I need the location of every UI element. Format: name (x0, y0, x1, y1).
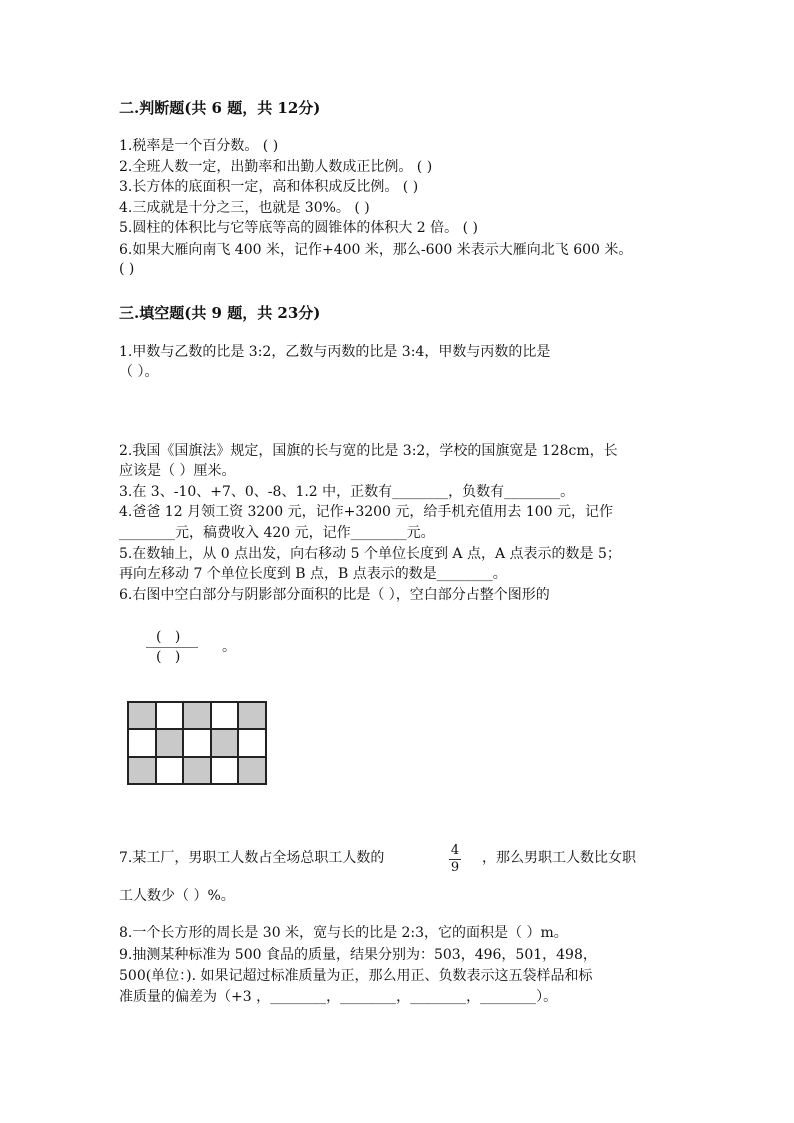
fill-q9-line3: 准质量的偏差为（+3 ，________，________，________，________）。 (119, 989, 558, 1005)
judgment-item-6-blank: ( ) (119, 261, 135, 277)
fraction-denominator: 9 (450, 860, 460, 875)
fill-q8: 8.一个长方形的周长是 30 米，宽与长的比是 2:3，它的面积是（ ）m。 (119, 925, 568, 941)
fill-q7-part1: 7.某工厂，男职工人数占全场总职工人数的 (119, 850, 385, 866)
fraction-numerator: 4 (450, 843, 460, 858)
fill-q7-part2: ，那么男职工人数比女职 (482, 850, 636, 866)
section-3-title: 三.填空题(共 9 题，共 23分) (119, 304, 321, 322)
q7-fraction (446, 843, 464, 877)
fill-q3: 3.在 3、-10、+7、0、-8、1.2 中，正数有________，负数有________。 (119, 484, 575, 500)
fill-q1-line1: 1.甲数与乙数的比是 3:2，乙数与丙数的比是 3:4，甲数与丙数的比是 (119, 344, 551, 360)
fill-q4-line2: ________元，稿费收入 420 元，记作________元。 (119, 525, 435, 541)
fill-q6: 6.右图中空白部分与阴影部分面积的比是（ ），空白部分占整个图形的 (119, 587, 550, 603)
judgment-item-1: 1.税率是一个百分数。 ( ) (119, 138, 279, 154)
q6-blank-fraction (146, 629, 198, 669)
fill-q5-line2: 再向左移动 7 个单位长度到 B 点，B 点表示的数是________。 (119, 566, 507, 582)
fill-q9-line2: 500(单位：). 如果记超过标准质量为正，那么用正、负数表示这五袋样品和标 (119, 968, 593, 984)
fill-q2-line1: 2.我国《国旗法》规定，国旗的长与宽的比是 3:2，学校的国旗宽是 128cm，长 (119, 443, 618, 459)
fraction-bar (146, 647, 198, 648)
judgment-item-3: 3.长方体的底面积一定，高和体积成反比例。 ( ) (119, 179, 419, 195)
grid-cell-blank (128, 729, 156, 756)
grid-cell-blank (211, 702, 239, 729)
fill-q2-line2: 应该是（ ）厘米。 (119, 463, 236, 479)
grid-cell-shaded (128, 702, 156, 729)
fill-q7-line2: 工人数少（ ）%。 (119, 888, 235, 904)
grid-cell-shaded (183, 757, 211, 784)
judgment-item-5: 5.圆柱的体积比与它等底等高的圆锥体的体积大 2 倍。 ( ) (119, 220, 478, 236)
section-2-title: 二.判断题(共 6 题，共 12分) (119, 99, 321, 117)
judgment-item-6: 6.如果大雁向南飞 400 米，记作+400 米，那么-600 米表示大雁向北飞 600 米。 (119, 242, 633, 258)
judgment-item-4: 4.三成就是十分之三，也就是 30%。 ( ) (119, 200, 370, 216)
q6-period: 。 (222, 639, 236, 655)
shaded-grid-figure (127, 701, 267, 785)
grid-cell-shaded (238, 757, 266, 784)
grid-cell-shaded (128, 757, 156, 784)
grid-cell-blank (183, 729, 211, 756)
grid-cell-shaded (156, 729, 184, 756)
grid-cell-shaded (183, 702, 211, 729)
fill-q1-line2: （ ）。 (119, 364, 159, 380)
fill-q9-line1: 9.抽测某种标准为 500 食品的质量，结果分别为：503，496，501，498， (119, 947, 597, 963)
grid-cell-blank (238, 729, 266, 756)
grid-cell-shaded (211, 729, 239, 756)
fraction-numerator-blank: ( ) (156, 629, 181, 645)
grid-cell-shaded (238, 702, 266, 729)
fill-q4-line1: 4.爸爸 12 月领工资 3200 元，记作+3200 元，给手机充值用去 100 元，记作 (119, 504, 614, 520)
grid-cell-blank (211, 757, 239, 784)
grid-cell-blank (156, 702, 184, 729)
fraction-denominator-blank: ( ) (156, 649, 181, 665)
grid-cell-blank (156, 757, 184, 784)
judgment-item-2: 2.全班人数一定，出勤率和出勤人数成正比例。 ( ) (119, 159, 433, 175)
fill-q5-line1: 5.在数轴上，从 0 点出发，向右移动 5 个单位长度到 A 点，A 点表示的数是 5； (119, 546, 621, 562)
